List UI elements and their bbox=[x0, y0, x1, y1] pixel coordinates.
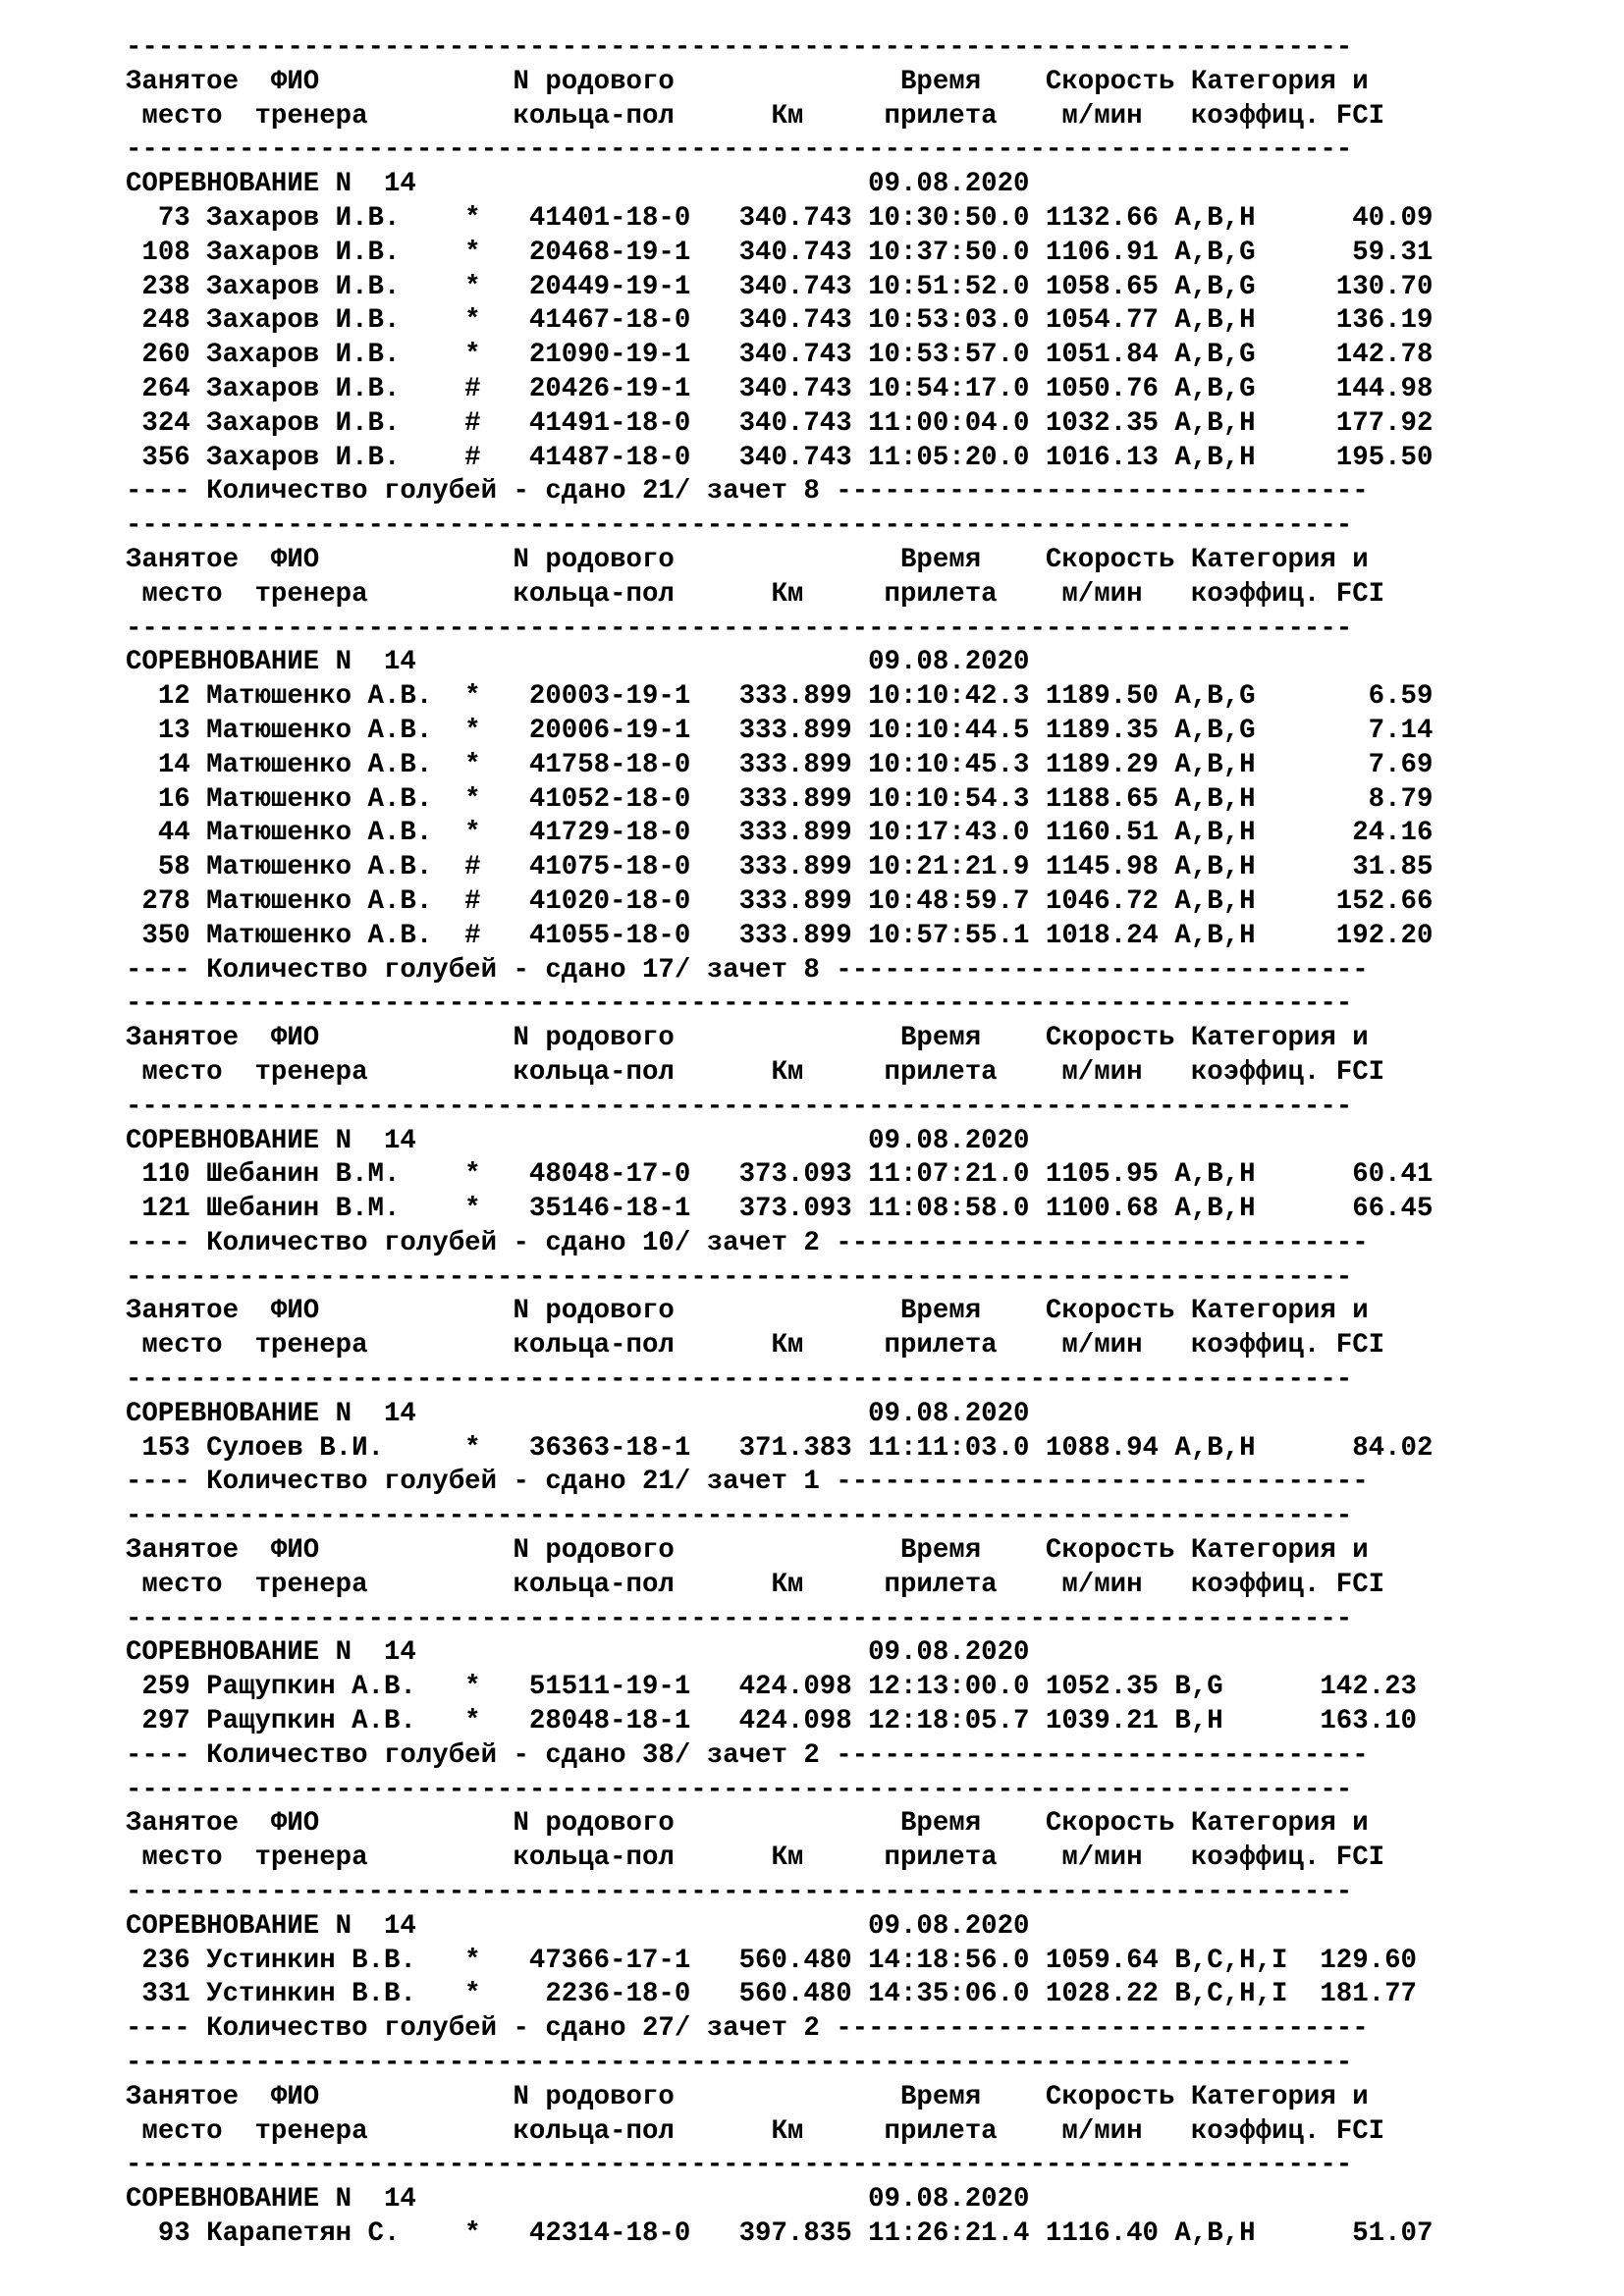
separator-line: ---------------------------------------------------------------------------- bbox=[126, 134, 1353, 166]
result-row: 356 Захаров И.В. # 41487-18-0 340.743 11:05:20.0 1016.13 A,B,H 195.50 bbox=[126, 442, 1434, 473]
result-row: 44 Матюшенко А.В. * 41729-18-0 333.899 10:17:43.0 1160.51 A,B,H 24.16 bbox=[126, 818, 1434, 849]
column-header-line: место тренера кольца-пол Км прилета м/мин коэффиц. FCI bbox=[126, 1569, 1385, 1600]
result-row: 324 Захаров И.В. # 41491-18-0 340.743 11:00:04.0 1032.35 A,B,H 177.92 bbox=[126, 407, 1434, 439]
column-header-line: Занятое ФИО N родового Время Скорость Категория и bbox=[126, 2081, 1369, 2112]
column-header-line: место тренера кольца-пол Км прилета м/мин коэффиц. FCI bbox=[126, 100, 1385, 132]
result-row: 14 Матюшенко А.В. * 41758-18-0 333.899 10:10:45.3 1189.29 A,B,H 7.69 bbox=[126, 749, 1434, 780]
result-row: 153 Сулоев В.И. * 36363-18-1 371.383 11:11:03.0 1088.94 A,B,H 84.02 bbox=[126, 1432, 1434, 1464]
separator-line: ---------------------------------------------------------------------------- bbox=[126, 1603, 1353, 1634]
result-row: 13 Матюшенко А.В. * 20006-19-1 333.899 10:10:44.5 1189.35 A,B,G 7.14 bbox=[126, 715, 1434, 746]
result-row: 264 Захаров И.В. # 20426-19-1 340.743 10:54:17.0 1050.76 A,B,G 144.98 bbox=[126, 373, 1434, 404]
separator-line: ---------------------------------------------------------------------------- bbox=[126, 32, 1353, 63]
block-summary: ---- Количество голубей - сдано 38/ зачет 2 --------------------------------- bbox=[126, 1739, 1369, 1771]
block-summary: ---- Количество голубей - сдано 17/ зачет 8 --------------------------------- bbox=[126, 954, 1369, 986]
result-row: 108 Захаров И.В. * 20468-19-1 340.743 10:37:50.0 1106.91 A,B,G 59.31 bbox=[126, 237, 1434, 268]
competition-title: СОРЕВНОВАНИЕ N 14 09.08.2020 bbox=[126, 2184, 1030, 2216]
result-row: 350 Матюшенко А.В. # 41055-18-0 333.899 10:57:55.1 1018.24 A,B,H 192.20 bbox=[126, 920, 1434, 951]
column-header-line: место тренера кольца-пол Км прилета м/мин коэффиц. FCI bbox=[126, 1842, 1385, 1874]
result-row: 238 Захаров И.В. * 20449-19-1 340.743 10:51:52.0 1058.65 A,B,G 130.70 bbox=[126, 271, 1434, 302]
result-row: 248 Захаров И.В. * 41467-18-0 340.743 10:53:03.0 1054.77 A,B,H 136.19 bbox=[126, 305, 1434, 337]
block-summary: ---- Количество голубей - сдано 27/ зачет 2 --------------------------------- bbox=[126, 2013, 1369, 2045]
competition-title: СОРЕВНОВАНИЕ N 14 09.08.2020 bbox=[126, 1398, 1030, 1429]
separator-line: ---------------------------------------------------------------------------- bbox=[126, 1091, 1353, 1122]
separator-line: ---------------------------------------------------------------------------- bbox=[126, 613, 1353, 644]
column-header-line: Занятое ФИО N родового Время Скорость Категория и bbox=[126, 544, 1369, 575]
competition-title: СОРЕВНОВАНИЕ N 14 09.08.2020 bbox=[126, 647, 1030, 678]
result-row: 297 Ращупкин А.В. * 28048-18-1 424.098 12:18:05.7 1039.21 B,H 163.10 bbox=[126, 1706, 1417, 1737]
result-row: 260 Захаров И.В. * 21090-19-1 340.743 10:53:57.0 1051.84 A,B,G 142.78 bbox=[126, 340, 1434, 371]
result-row: 259 Ращупкин А.В. * 51511-19-1 424.098 12:13:00.0 1052.35 B,G 142.23 bbox=[126, 1672, 1417, 1703]
separator-line: ---------------------------------------------------------------------------- bbox=[126, 2150, 1353, 2181]
block-summary: ---- Количество голубей - сдано 21/ зачет 1 --------------------------------- bbox=[126, 1467, 1369, 1498]
result-row: 16 Матюшенко А.В. * 41052-18-0 333.899 10:10:54.3 1188.65 A,B,H 8.79 bbox=[126, 783, 1434, 815]
separator-line: ---------------------------------------------------------------------------- bbox=[126, 1774, 1353, 1805]
result-row: 278 Матюшенко А.В. # 41020-18-0 333.899 10:48:59.7 1046.72 A,B,H 152.66 bbox=[126, 885, 1434, 917]
result-row: 110 Шебанин В.М. * 48048-17-0 373.093 11:07:21.0 1105.95 A,B,H 60.41 bbox=[126, 1159, 1434, 1191]
race-results-report bbox=[126, 31, 1433, 2252]
column-header-line: Занятое ФИО N родового Время Скорость Категория и bbox=[126, 1023, 1369, 1054]
block-summary: ---- Количество голубей - сдано 21/ зачет 8 --------------------------------- bbox=[126, 476, 1369, 507]
column-header-line: Занятое ФИО N родового Время Скорость Категория и bbox=[126, 1535, 1369, 1567]
column-header-line: Занятое ФИО N родового Время Скорость Категория и bbox=[126, 66, 1369, 97]
column-header-line: место тренера кольца-пол Км прилета м/мин коэффиц. FCI bbox=[126, 1056, 1385, 1088]
separator-line: ---------------------------------------------------------------------------- bbox=[126, 510, 1353, 542]
result-row: 58 Матюшенко А.В. # 41075-18-0 333.899 10:21:21.9 1145.98 A,B,H 31.85 bbox=[126, 852, 1434, 883]
column-header-line: Занятое ФИО N родового Время Скорость Категория и bbox=[126, 1808, 1369, 1840]
result-row: 331 Устинкин В.В. * 2236-18-0 560.480 14:35:06.0 1028.22 B,C,H,I 181.77 bbox=[126, 1979, 1417, 2010]
column-header-line: место тренера кольца-пол Км прилета м/мин коэффиц. FCI bbox=[126, 1330, 1385, 1362]
result-row: 121 Шебанин В.М. * 35146-18-1 373.093 11:08:58.0 1100.68 A,B,H 66.45 bbox=[126, 1194, 1434, 1225]
separator-line: ---------------------------------------------------------------------------- bbox=[126, 2048, 1353, 2079]
result-row: 236 Устинкин В.В. * 47366-17-1 560.480 14:18:56.0 1059.64 B,C,H,I 129.60 bbox=[126, 1945, 1417, 1976]
block-summary: ---- Количество голубей - сдано 10/ зачет 2 --------------------------------- bbox=[126, 1227, 1369, 1258]
column-header-line: Занятое ФИО N родового Время Скорость Категория и bbox=[126, 1296, 1369, 1327]
result-row: 73 Захаров И.В. * 41401-18-0 340.743 10:30:50.0 1132.66 A,B,H 40.09 bbox=[126, 202, 1434, 234]
competition-title: СОРЕВНОВАНИЕ N 14 09.08.2020 bbox=[126, 1910, 1030, 1942]
separator-line: ---------------------------------------------------------------------------- bbox=[126, 1261, 1353, 1293]
column-header-line: место тренера кольца-пол Км прилета м/мин коэффиц. FCI bbox=[126, 578, 1385, 610]
separator-line: ---------------------------------------------------------------------------- bbox=[126, 1501, 1353, 1532]
competition-title: СОРЕВНОВАНИЕ N 14 09.08.2020 bbox=[126, 1125, 1030, 1156]
competition-title: СОРЕВНОВАНИЕ N 14 09.08.2020 bbox=[126, 1637, 1030, 1669]
separator-line: ---------------------------------------------------------------------------- bbox=[126, 988, 1353, 1020]
result-row: 93 Карапетян С. * 42314-18-0 397.835 11:26:21.4 1116.40 A,B,H 51.07 bbox=[126, 2218, 1434, 2249]
competition-title: СОРЕВНОВАНИЕ N 14 09.08.2020 bbox=[126, 169, 1030, 200]
separator-line: ---------------------------------------------------------------------------- bbox=[126, 1364, 1353, 1396]
column-header-line: место тренера кольца-пол Км прилета м/мин коэффиц. FCI bbox=[126, 2115, 1385, 2147]
separator-line: ---------------------------------------------------------------------------- bbox=[126, 1877, 1353, 1908]
result-row: 12 Матюшенко А.В. * 20003-19-1 333.899 10:10:42.3 1189.50 A,B,G 6.59 bbox=[126, 681, 1434, 713]
